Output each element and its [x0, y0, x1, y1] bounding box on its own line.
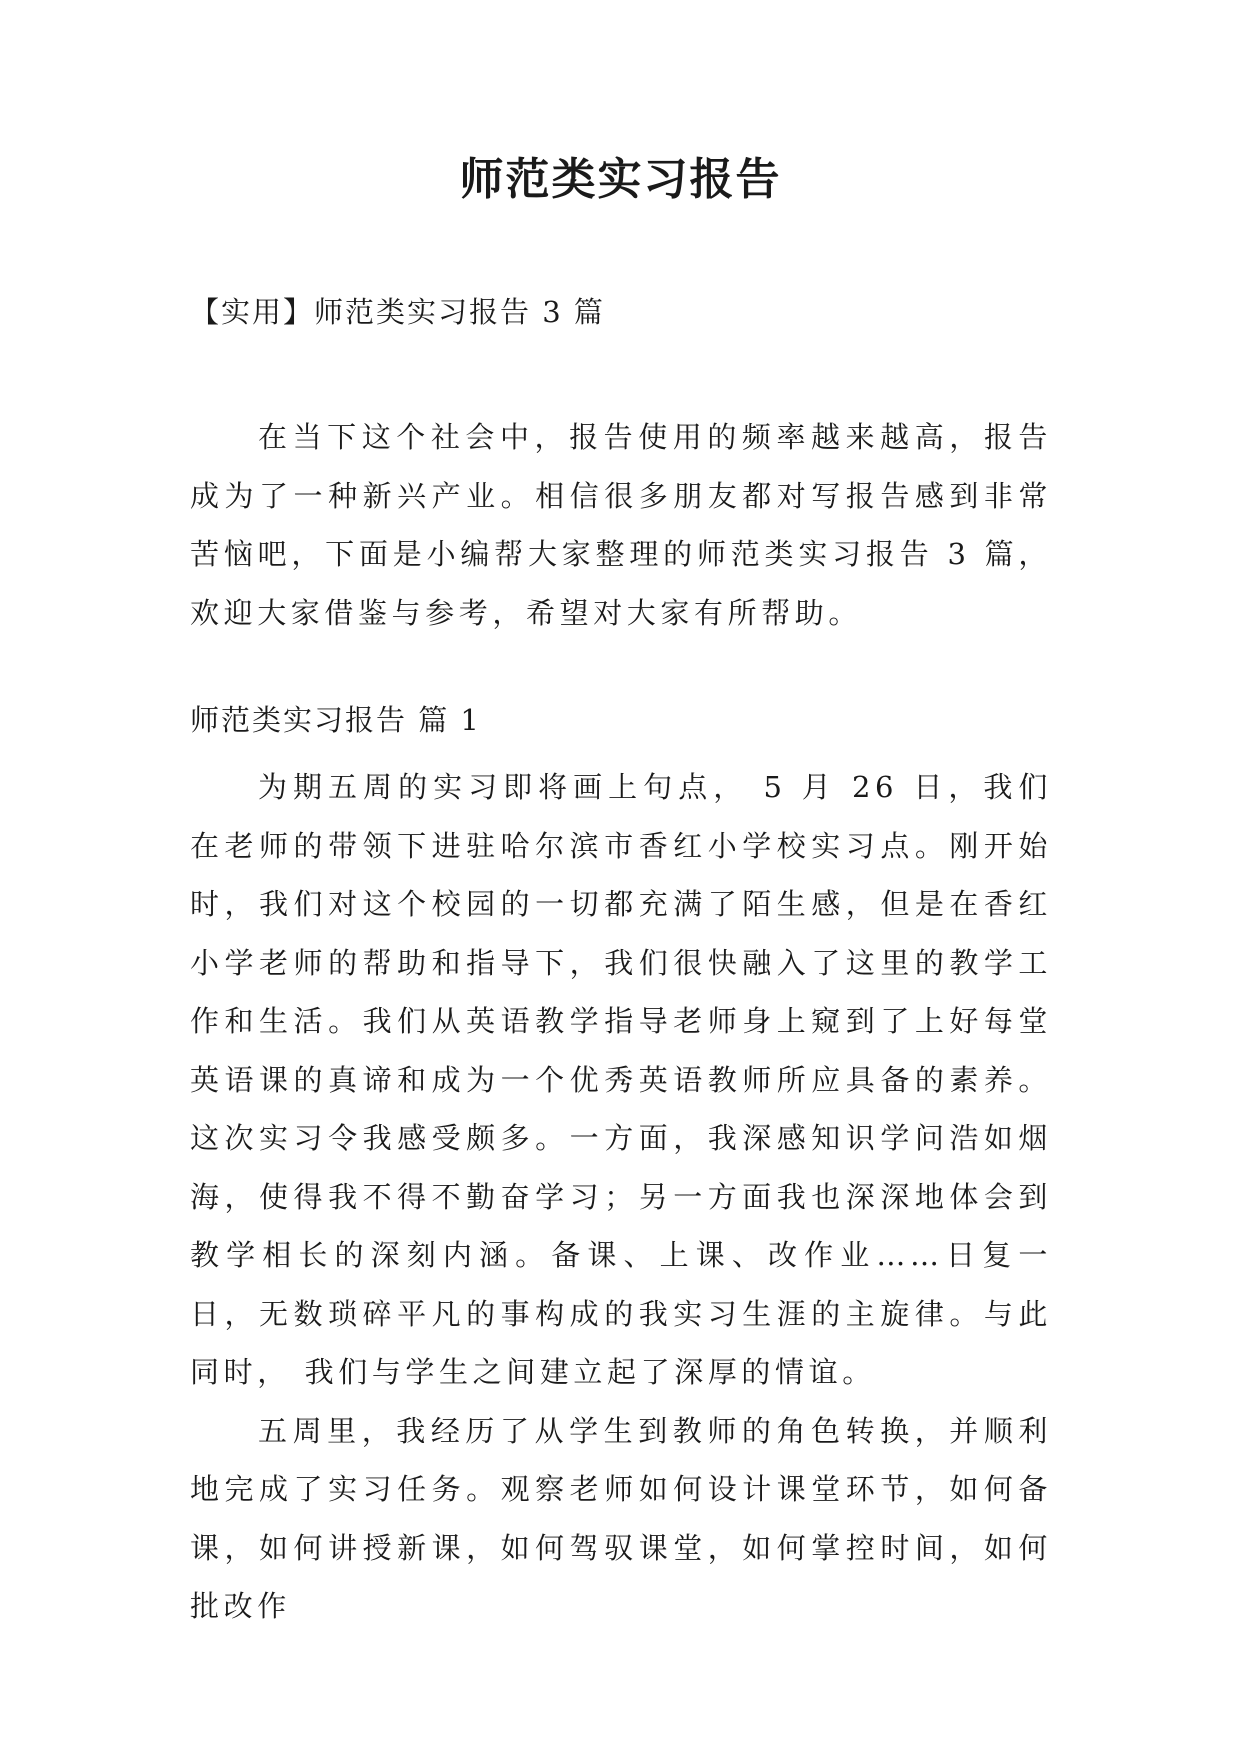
body-paragraph: 为期五周的实习即将画上句点， 5 月 26 日，我们在老师的带领下进驻哈尔滨市香红小学校实习点。刚开始时，我们对这个校园的一切都充满了陌生感，但是在香红小学老师的帮助和指导下，我们很快融入了这里的教学工作和生活。我们从英语教学指导老师身上窥到了上好每堂英语课的真谛和成为一个优秀英语教师所应具备的素养。这次实习令我感受颇多。一方面，我深感知识学问浩如烟海，使得我不得不勤奋学习；另一方面我也深深地体会到教学相长的深刻内涵。备课、上课、改作业……日复一日，无数琐碎平凡的事构成的我实习生涯的主旋律。与此同时， 我们与学生之间建立起了深厚的情谊。: [190, 770, 1052, 1389]
document-title: 师范类实习报告: [459, 154, 782, 205]
document-subtitle: 【实用】师范类实习报告 3 篇: [190, 295, 605, 329]
section-body: [190, 758, 1052, 1636]
body-paragraph: 五周里，我经历了从学生到教师的角色转换，并顺利地完成了实习任务。观察老师如何设计课堂环节，如何备课，如何讲授新课，如何驾驭课堂，如何掌控时间，如何批改作: [190, 1413, 1052, 1623]
intro-paragraph: 在当下这个社会中，报告使用的频率越来越高，报告成为了一种新兴产业。相信很多朋友都对写报告感到非常苦恼吧，下面是小编帮大家整理的师范类实习报告 3 篇，欢迎大家借鉴与参考，希望对大家有所帮助。: [190, 420, 1052, 630]
section-heading: 师范类实习报告 篇 1: [190, 703, 481, 737]
